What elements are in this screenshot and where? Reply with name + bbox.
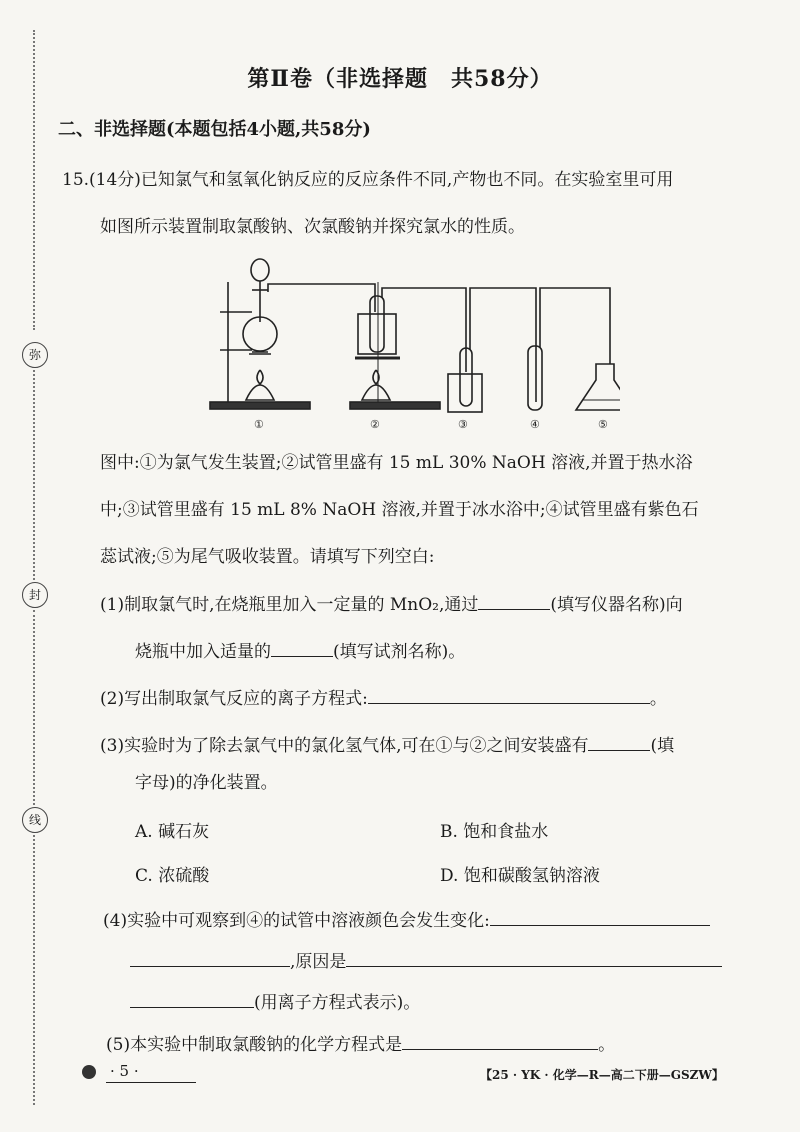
figure-description-line-3: 蕊试液;⑤为尾气吸收装置。请填写下列空白:: [100, 547, 435, 567]
stand-base-2: [350, 402, 440, 409]
figure-label-2: ②: [370, 418, 380, 431]
option-c[interactable]: C. 浓硫酸: [135, 866, 210, 886]
option-a[interactable]: A. 碱石灰: [135, 822, 210, 842]
option-b[interactable]: B. 饱和食盐水: [440, 822, 549, 842]
answer-blank-ionic-equation[interactable]: [368, 689, 650, 704]
hot-water-bath: [358, 314, 396, 354]
lightbulb-icon: [82, 1065, 96, 1079]
sub-question-3-line-1: (3)实验时为了除去氯气中的氯化氢气体,可在①与②之间安装盛有 (填: [100, 736, 675, 756]
figure-label-1: ①: [254, 418, 264, 431]
sub-question-2: (2)写出制取氯气反应的离子方程式: 。: [100, 689, 667, 709]
question-intro-line-2: 如图所示装置制取氯酸钠、次氯酸钠并探究氯水的性质。: [100, 217, 525, 237]
figure-description-line-1: 图中:①为氯气发生装置;②试管里盛有 15 mL 30% NaOH 溶液,并置于热水浴: [100, 453, 693, 473]
footer-page-number: · 5 ·: [82, 1062, 139, 1080]
binding-dotted-line: [33, 370, 36, 580]
conical-flask-5: [576, 364, 620, 410]
question-intro-line-1: 15.(14分)已知氯气和氢氧化钠反应的反应条件不同,产物也不同。在实验室里可用: [62, 170, 674, 190]
answer-blank-reason[interactable]: [346, 952, 722, 967]
paper-heading: 第Ⅱ卷（非选择题 共58分）: [247, 66, 553, 92]
gas-tube-1: [268, 284, 375, 312]
sub-question-4-line-1: (4)实验中可观察到④的试管中溶液颜色会发生变化:: [103, 906, 710, 931]
answer-blank-reason-cont[interactable]: [130, 993, 254, 1008]
gas-tube-3: [470, 288, 536, 402]
binding-dotted-line: [33, 610, 36, 805]
gas-tube-4: [540, 288, 610, 364]
footer-code: 【25 · YK · 化学—R—高二下册—GSZW】: [480, 1068, 724, 1082]
footer-underline: [106, 1082, 196, 1083]
margin-mark-xian: 线: [22, 807, 48, 833]
answer-blank-chemical-equation[interactable]: [402, 1035, 598, 1050]
sub-question-4-line-3: (用离子方程式表示)。: [130, 988, 420, 1013]
stand-base-1: [210, 402, 310, 409]
sub-question-1-line-1: (1)制取氯气时,在烧瓶里加入一定量的 MnO₂,通过 (填写仪器名称)向: [100, 595, 683, 615]
answer-blank-color-change[interactable]: [490, 911, 710, 926]
round-bottom-flask: [243, 317, 277, 351]
figure-label-4: ④: [530, 418, 540, 431]
alcohol-lamp-2: [362, 385, 390, 400]
lamp-flame-1: [257, 370, 263, 384]
binding-dotted-line: [33, 835, 36, 1105]
answer-blank-reagent[interactable]: [271, 642, 333, 657]
figure-description-line-2: 中;③试管里盛有 15 mL 8% NaOH 溶液,并置于冰水浴中;④试管里盛有紫色石: [100, 500, 699, 520]
figure-label-3: ③: [458, 418, 468, 431]
section-heading: 二、非选择题(本题包括4小题,共58分): [58, 119, 371, 140]
sub-question-3-line-2: 字母)的净化装置。: [135, 773, 278, 793]
option-d[interactable]: D. 饱和碳酸氢钠溶液: [440, 866, 600, 886]
sub-question-5: (5)本实验中制取氯酸钠的化学方程式是 。: [106, 1035, 616, 1055]
figure-label-5: ⑤: [598, 418, 608, 431]
apparatus-figure: [200, 252, 620, 432]
test-tube-2: [370, 296, 384, 352]
margin-mark-feng: 封: [22, 582, 48, 608]
answer-blank-letter[interactable]: [588, 736, 650, 751]
sub-question-4-line-2: ,原因是: [130, 947, 722, 972]
alcohol-lamp-1: [246, 385, 274, 400]
sub-question-1-line-2: 烧瓶中加入适量的 (填写试剂名称)。: [135, 642, 466, 662]
dropping-funnel: [251, 259, 269, 281]
margin-mark-mi: 弥: [22, 342, 48, 368]
test-tube-4: [528, 346, 542, 410]
answer-blank-instrument[interactable]: [478, 595, 550, 610]
answer-blank-color-change-cont[interactable]: [130, 952, 290, 967]
